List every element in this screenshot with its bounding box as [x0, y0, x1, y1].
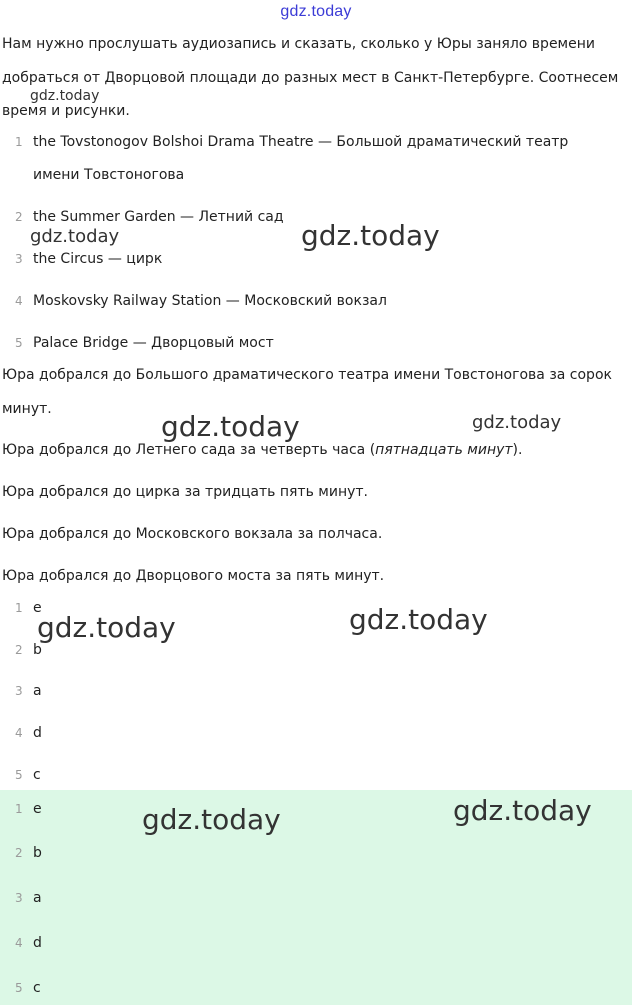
statement-text: ).	[512, 442, 523, 458]
intro-paragraph: Нам нужно прослушать аудиозапись и сказать, сколько у Юры заняло времени добраться от Дворцовой площади до разных мест в Санкт-Петербурге. Соотнесем время и рисунки.	[2, 36, 619, 119]
answer-letter: b	[33, 845, 42, 861]
answer-number: 2	[15, 643, 23, 657]
answer-number: 5	[15, 981, 23, 995]
watermark: gdz.today	[453, 794, 592, 827]
watermark: gdz.today	[37, 611, 176, 644]
answer-number: 1	[15, 802, 23, 816]
answer-number: 3	[15, 684, 23, 698]
list-number: 3	[15, 252, 23, 266]
answer-number: 1	[15, 601, 23, 615]
watermark: gdz.today	[472, 412, 562, 433]
list-item-text: имени Товстоногова	[33, 167, 185, 183]
answer-number: 4	[15, 726, 23, 740]
list-item-text: the Summer Garden — Летний сад	[33, 209, 284, 225]
answer-letter: e	[33, 801, 42, 817]
answer-number: 5	[15, 768, 23, 782]
answer-letter: d	[33, 935, 42, 951]
answer-letter: a	[33, 683, 42, 699]
answer-letter: a	[33, 890, 42, 906]
watermark: gdz.today	[142, 803, 281, 836]
answer-letter: d	[33, 725, 42, 741]
answer-number: 4	[15, 936, 23, 950]
answer-letter: b	[33, 642, 42, 658]
list-item-text: Palace Bridge — Дворцовый мост	[33, 335, 274, 351]
answer-number: 2	[15, 846, 23, 860]
statement-paragraph: Юра добрался до Московского вокзала за полчаса.	[2, 526, 383, 542]
site-logo[interactable]: gdz.today	[280, 3, 352, 20]
answer-letter: e	[33, 600, 42, 616]
list-number: 4	[15, 294, 23, 308]
watermark: gdz.today	[30, 88, 100, 104]
list-item-text: Moskovsky Railway Station — Московский вокзал	[33, 293, 387, 309]
answer-number: 3	[15, 891, 23, 905]
statement-paragraph: Юра добрался до Дворцового моста за пять минут.	[2, 568, 385, 584]
statement-paragraph: Юра добрался до Большого драматического театра имени Товстоногова за сорок минут.	[2, 367, 612, 417]
watermark: gdz.today	[30, 226, 120, 247]
list-number: 1	[15, 135, 23, 149]
list-number: 5	[15, 336, 23, 350]
watermark: gdz.today	[301, 219, 440, 252]
list-item-text: the Circus — цирк	[33, 251, 163, 267]
statement-paragraph: Юра добрался до цирка за тридцать пять минут.	[2, 484, 368, 500]
answer-letter: c	[33, 980, 41, 996]
statement-paragraph	[2, 433, 628, 467]
answer-letter: c	[33, 767, 41, 783]
watermark: gdz.today	[349, 603, 488, 636]
watermark: gdz.today	[161, 410, 300, 443]
list-number: 2	[15, 210, 23, 224]
statement-emphasis: пятнадцать минут	[375, 442, 513, 458]
list-item-text: the Tovstonogov Bolshoi Drama Theatre — Большой драматический театр	[33, 134, 569, 150]
statement-text: Юра добрался до Летнего сада за четверть часа (	[2, 442, 376, 458]
